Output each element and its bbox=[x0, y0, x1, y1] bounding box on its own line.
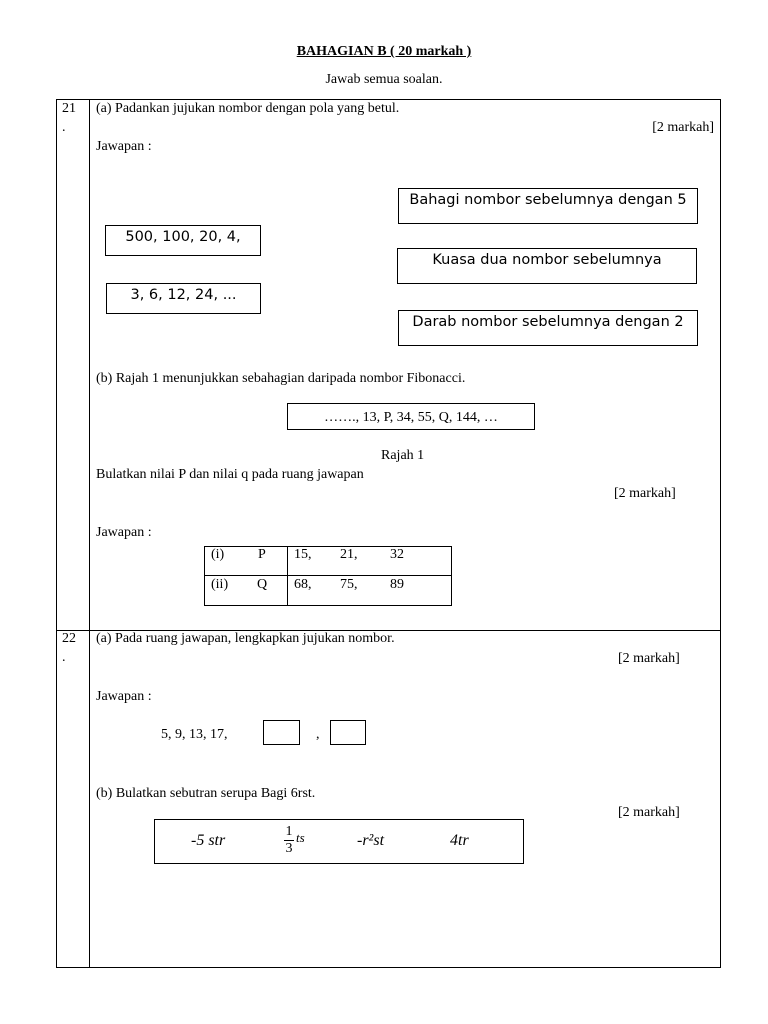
answer-table-col-divider bbox=[287, 546, 288, 606]
term-option-2[interactable] bbox=[283, 824, 323, 860]
q22a-answer-label: Jawapan : bbox=[96, 689, 152, 704]
term-option-3[interactable]: -r²st bbox=[357, 832, 385, 849]
q21a-text: (a) Padankan jujukan nombor dengan pola yang betul. bbox=[96, 101, 400, 116]
fraction-numerator: 1 bbox=[285, 824, 293, 839]
answer-table-row-divider bbox=[204, 575, 452, 576]
blank-answer-box-1[interactable] bbox=[263, 720, 300, 745]
q21b-instruction: Bulatkan nilai P dan nilai q pada ruang jawapan bbox=[96, 467, 364, 482]
answer-row-2-option-2[interactable]: 75, bbox=[340, 577, 358, 592]
term-option-1[interactable]: -5 str bbox=[191, 832, 226, 849]
q21a-marks: [2 markah] bbox=[652, 120, 714, 135]
number-column-divider bbox=[89, 99, 90, 968]
q21a-answer-label: Jawapan : bbox=[96, 139, 152, 154]
answer-row-1-option-2[interactable]: 21, bbox=[340, 547, 358, 562]
q21b-answer-label: Jawapan : bbox=[96, 525, 152, 540]
pattern-box-1[interactable]: Bahagi nombor sebelumnya dengan 5 bbox=[398, 188, 698, 224]
question-number-22: 22 bbox=[62, 631, 76, 646]
pattern-box-3[interactable]: Darab nombor sebelumnya dengan 2 bbox=[398, 310, 698, 346]
answer-row-2-option-1[interactable]: 68, bbox=[294, 577, 312, 592]
answer-row-2-option-3[interactable]: 89 bbox=[390, 577, 404, 592]
sequence-box-2[interactable]: 3, 6, 12, 24, ... bbox=[106, 283, 261, 314]
answer-row-2-roman: (ii) bbox=[211, 577, 229, 592]
fraction-variable: ts bbox=[296, 830, 305, 845]
figure-caption: Rajah 1 bbox=[381, 448, 425, 463]
blank-answer-box-2[interactable] bbox=[330, 720, 366, 745]
answer-row-1-option-3[interactable]: 32 bbox=[390, 547, 404, 562]
q21b-text: (b) Rajah 1 menunjukkan sebahagian daripada nombor Fibonacci. bbox=[96, 371, 466, 386]
section-title: BAHAGIAN B ( 20 markah ) bbox=[296, 44, 472, 59]
q21b-marks: [2 markah] bbox=[614, 486, 676, 501]
answer-table bbox=[204, 546, 452, 606]
term-option-4[interactable]: 4tr bbox=[450, 832, 469, 849]
q22a-marks: [2 markah] bbox=[618, 651, 680, 666]
sequence-box-1[interactable]: 500, 100, 20, 4, bbox=[105, 225, 261, 256]
answer-row-1-var: P bbox=[258, 547, 266, 562]
pattern-box-2[interactable]: Kuasa dua nombor sebelumnya bbox=[397, 248, 697, 284]
fibonacci-sequence-box: ……., 13, P, 34, 55, Q, 144, … bbox=[287, 403, 535, 430]
answer-row-1-roman: (i) bbox=[211, 547, 225, 562]
instruction-text: Jawab semua soalan. bbox=[325, 72, 443, 87]
q22a-sequence: 5, 9, 13, 17, bbox=[161, 727, 228, 742]
q22b-marks: [2 markah] bbox=[618, 805, 680, 820]
q22a-text: (a) Pada ruang jawapan, lengkapkan jujukan nombor. bbox=[96, 631, 395, 646]
answer-row-1-option-1[interactable]: 15, bbox=[294, 547, 312, 562]
fraction-denominator: 3 bbox=[285, 841, 293, 856]
question-number-21: 21 bbox=[62, 101, 76, 116]
question-number-21-dot: . bbox=[62, 120, 66, 135]
answer-row-2-var: Q bbox=[257, 577, 268, 592]
q22b-text: (b) Bulatkan sebutran serupa Bagi 6rst. bbox=[96, 786, 316, 801]
sequence-separator: , bbox=[316, 727, 320, 742]
question-number-22-dot: . bbox=[62, 650, 66, 665]
